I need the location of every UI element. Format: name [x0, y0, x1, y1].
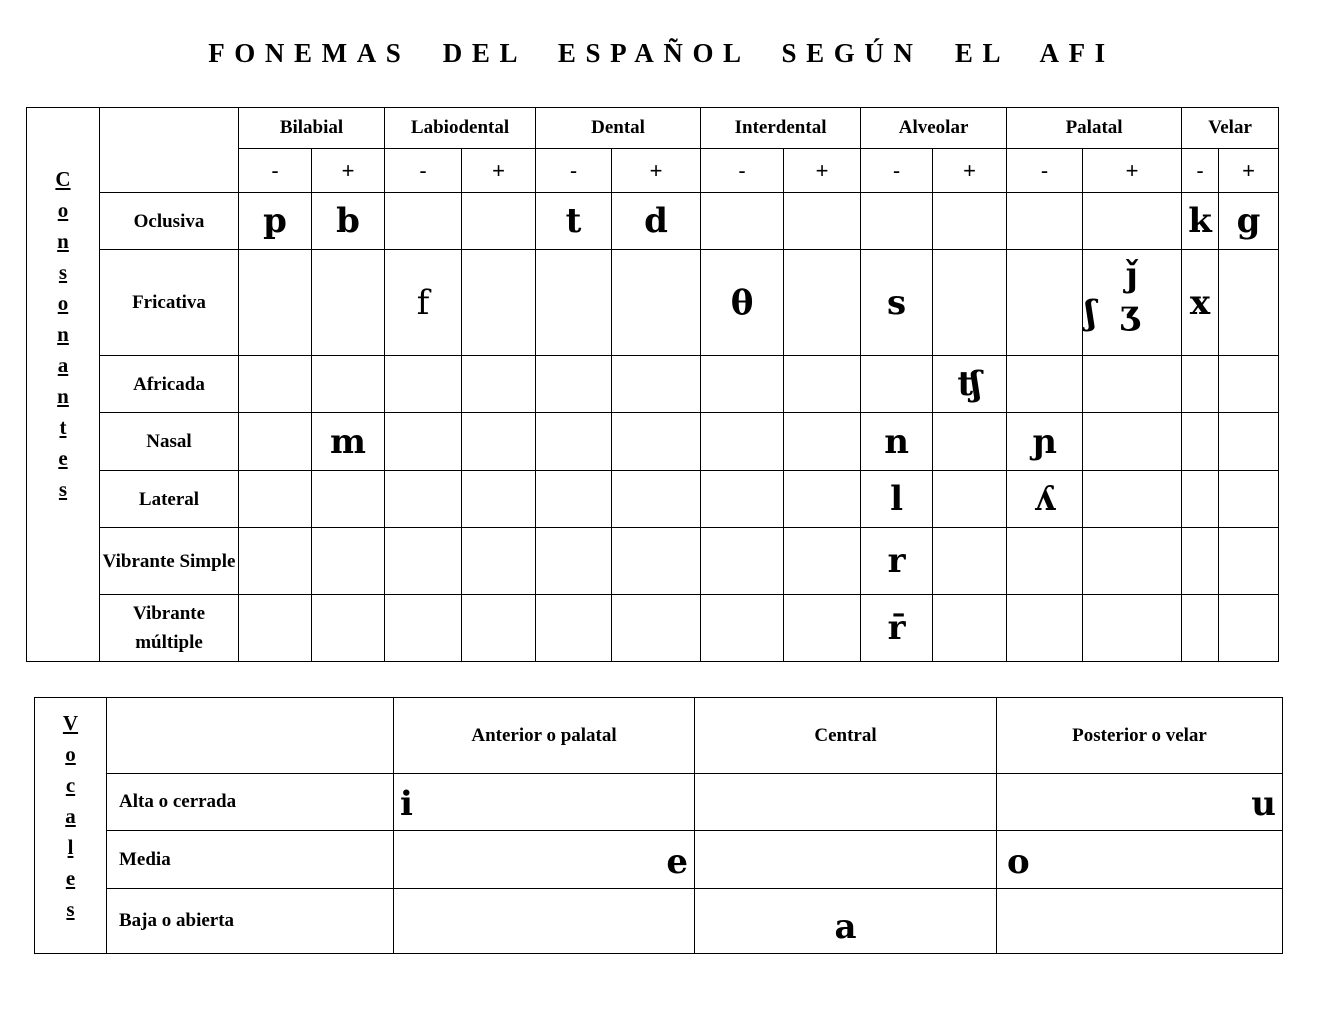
empty-cell: [312, 250, 385, 356]
empty-cell: [784, 250, 861, 356]
empty-cell: [536, 595, 612, 662]
empty-cell: [312, 595, 385, 662]
phoneme-cell: s: [861, 250, 933, 356]
empty-cell: [239, 471, 312, 528]
empty-cell: [1182, 528, 1219, 595]
empty-cell: [462, 250, 536, 356]
manner-label: Fricativa: [100, 250, 239, 356]
empty-cell: [612, 595, 701, 662]
phoneme-cell: θ: [701, 250, 784, 356]
vowel-header-posterior: Posterior o velar: [997, 698, 1283, 774]
empty-cell: [239, 595, 312, 662]
vertical-letter: e: [65, 866, 76, 890]
empty-cell: [1219, 528, 1279, 595]
vowel-a: a: [695, 889, 997, 954]
place-header-dental: Dental: [536, 108, 701, 149]
corner-cell: [100, 108, 239, 193]
empty-cell: [239, 528, 312, 595]
empty-cell: [462, 471, 536, 528]
phoneme-cell: f: [385, 250, 462, 356]
vowel-e: e: [394, 831, 695, 889]
phoneme-cell: k: [1182, 193, 1219, 250]
vertical-letter: n: [57, 229, 69, 253]
empty-cell: [1083, 528, 1182, 595]
voiceless-header: -: [385, 149, 462, 193]
empty-cell: [1083, 471, 1182, 528]
empty-cell: [385, 595, 462, 662]
voiceless-header: -: [1007, 149, 1083, 193]
empty-cell: [1007, 356, 1083, 413]
phoneme-symbol: ǰ: [1125, 255, 1139, 295]
vertical-letter: o: [57, 198, 69, 222]
vertical-label: [35, 708, 106, 925]
vertical-letter: s: [58, 477, 68, 501]
empty-cell: [385, 356, 462, 413]
vertical-label: [27, 164, 99, 505]
empty-cell: [612, 356, 701, 413]
vertical-letter: o: [65, 742, 76, 766]
empty-cell: [312, 528, 385, 595]
phoneme-cell: [1083, 250, 1182, 356]
empty-cell: [933, 193, 1007, 250]
voiced-header: +: [784, 149, 861, 193]
vertical-letter: l: [67, 835, 74, 859]
empty-cell: [701, 356, 784, 413]
empty-cell: [1007, 193, 1083, 250]
empty-cell: [312, 471, 385, 528]
phoneme-cell: r: [861, 528, 933, 595]
vertical-letter: c: [65, 773, 76, 797]
empty-cell: [462, 413, 536, 471]
voiceless-header: -: [861, 149, 933, 193]
empty-cell: [784, 413, 861, 471]
empty-cell: [536, 250, 612, 356]
empty-cell: [1219, 250, 1279, 356]
empty-cell: [701, 193, 784, 250]
empty-cell: [1182, 471, 1219, 528]
manner-label: Oclusiva: [100, 193, 239, 250]
empty-cell: [536, 528, 612, 595]
voiced-header: +: [1219, 149, 1279, 193]
page-title: FONEMAS DEL ESPAÑOL SEGÚN EL AFI: [208, 38, 1115, 68]
phoneme-cell: g: [1219, 193, 1279, 250]
empty-cell: [312, 356, 385, 413]
phoneme-cell: n: [861, 413, 933, 471]
voiced-header: +: [462, 149, 536, 193]
vertical-letter: s: [58, 260, 68, 284]
vowel-cell: [394, 889, 695, 954]
voiceless-header: -: [701, 149, 784, 193]
empty-cell: [239, 356, 312, 413]
empty-cell: [1182, 595, 1219, 662]
empty-cell: [784, 356, 861, 413]
empty-cell: [462, 356, 536, 413]
empty-cell: [462, 193, 536, 250]
empty-cell: [385, 193, 462, 250]
phoneme-cell: t: [536, 193, 612, 250]
empty-cell: [784, 193, 861, 250]
vertical-letter: o: [57, 291, 69, 315]
empty-cell: [536, 471, 612, 528]
place-header-palatal: Palatal: [1007, 108, 1182, 149]
empty-cell: [612, 413, 701, 471]
vertical-letter: t: [59, 415, 67, 439]
empty-cell: [933, 595, 1007, 662]
place-header-alveolar: Alveolar: [861, 108, 1007, 149]
empty-cell: [612, 528, 701, 595]
empty-cell: [701, 595, 784, 662]
phoneme-symbol: ʃ ʒ: [1084, 293, 1140, 333]
empty-cell: [933, 250, 1007, 356]
voiceless-header: -: [536, 149, 612, 193]
empty-cell: [239, 250, 312, 356]
place-header-velar: Velar: [1182, 108, 1279, 149]
manner-label: Vibrante múltiple: [100, 595, 239, 662]
vowel-i: i: [394, 774, 695, 831]
vertical-letter: e: [58, 446, 68, 470]
voiced-header: +: [612, 149, 701, 193]
empty-cell: [1219, 471, 1279, 528]
empty-cell: [1083, 193, 1182, 250]
place-header-bilabial: Bilabial: [239, 108, 385, 149]
empty-cell: [239, 413, 312, 471]
empty-cell: [536, 356, 612, 413]
place-header-labiodental: Labiodental: [385, 108, 536, 149]
vowel-cell: [695, 774, 997, 831]
vertical-letter: C: [55, 167, 71, 191]
empty-cell: [1083, 595, 1182, 662]
empty-cell: [1083, 413, 1182, 471]
empty-cell: [861, 356, 933, 413]
vowel-o: o: [997, 831, 1283, 889]
empty-cell: [462, 528, 536, 595]
vertical-letter: V: [62, 711, 79, 735]
empty-cell: [612, 250, 701, 356]
vowel-row-label: Baja o abierta: [107, 889, 394, 954]
empty-cell: [1182, 413, 1219, 471]
empty-cell: [784, 595, 861, 662]
phoneme-cell: d: [612, 193, 701, 250]
phoneme-cell: ʧ: [933, 356, 1007, 413]
vertical-letter: n: [57, 384, 69, 408]
phoneme-cell: m: [312, 413, 385, 471]
phoneme-cell: ʎ: [1007, 471, 1083, 528]
manner-label: Nasal: [100, 413, 239, 471]
manner-label: Africada: [100, 356, 239, 413]
voiced-header: +: [1083, 149, 1182, 193]
empty-cell: [1219, 413, 1279, 471]
manner-label: Vibrante Simple: [100, 528, 239, 595]
vowel-cell: [695, 831, 997, 889]
empty-cell: [536, 413, 612, 471]
empty-cell: [701, 471, 784, 528]
empty-cell: [1219, 356, 1279, 413]
phoneme-cell: b: [312, 193, 385, 250]
vowel-row-label: Alta o cerrada: [107, 774, 394, 831]
empty-cell: [784, 528, 861, 595]
consonant-table: [26, 107, 1279, 662]
voiced-header: +: [933, 149, 1007, 193]
phoneme-cell: ɲ: [1007, 413, 1083, 471]
empty-cell: [933, 528, 1007, 595]
voiceless-header: -: [1182, 149, 1219, 193]
vowel-header-central: Central: [695, 698, 997, 774]
empty-cell: [385, 471, 462, 528]
vowel-header-anterior: Anterior o palatal: [394, 698, 695, 774]
voiced-header: +: [312, 149, 385, 193]
empty-cell: [701, 528, 784, 595]
empty-cell: [701, 413, 784, 471]
voiceless-header: -: [239, 149, 312, 193]
manner-label: Lateral: [100, 471, 239, 528]
empty-cell: [385, 413, 462, 471]
vertical-letter: n: [57, 322, 69, 346]
empty-cell: [1007, 528, 1083, 595]
vowel-u: u: [997, 774, 1283, 831]
vowel-row-label: Media: [107, 831, 394, 889]
empty-cell: [462, 595, 536, 662]
empty-cell: [933, 471, 1007, 528]
vertical-letter: s: [66, 897, 75, 921]
empty-cell: [612, 471, 701, 528]
phoneme-cell: r̄: [861, 595, 933, 662]
vertical-letter: a: [57, 353, 69, 377]
place-header-interdental: Interdental: [701, 108, 861, 149]
vowel-cell: [997, 889, 1283, 954]
phoneme-cell: p: [239, 193, 312, 250]
empty-cell: [1083, 356, 1182, 413]
consonant-side-label: [27, 108, 100, 662]
phoneme-cell: x: [1182, 250, 1219, 356]
empty-cell: [385, 528, 462, 595]
empty-cell: [1007, 595, 1083, 662]
empty-cell: [1219, 595, 1279, 662]
vowel-corner-cell: [107, 698, 394, 774]
empty-cell: [784, 471, 861, 528]
phoneme-cell: l: [861, 471, 933, 528]
vowel-side-label: [35, 698, 107, 954]
empty-cell: [861, 193, 933, 250]
vowel-table: [34, 697, 1283, 954]
empty-cell: [1182, 356, 1219, 413]
vertical-letter: a: [65, 804, 76, 828]
empty-cell: [933, 413, 1007, 471]
